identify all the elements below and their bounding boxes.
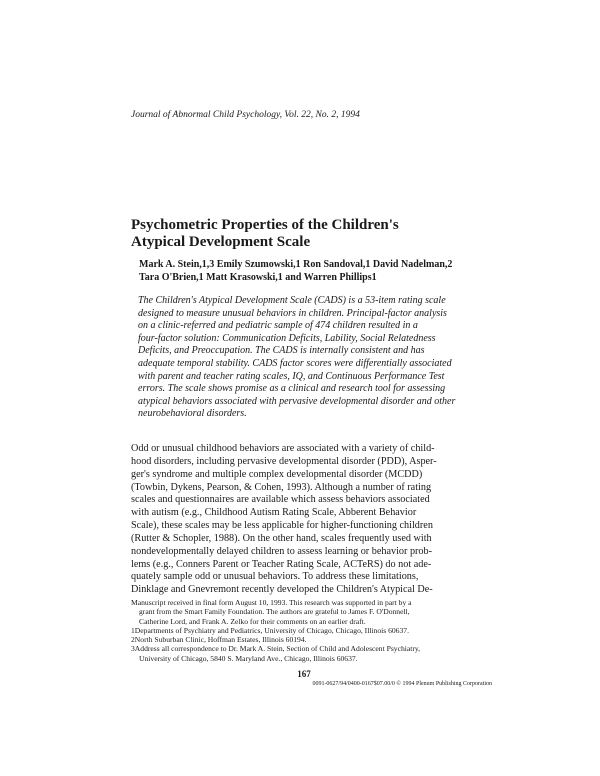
abstract-line: Deficits, and Preoccupation. The CADS is internally consistent and has: [138, 345, 425, 357]
body-line: ger's syndrome and multiple complex developmental disorder (MCDD): [131, 468, 423, 480]
footnote-line: Manuscript received in final form August 10, 1993. This research was supported in part by a: [131, 598, 412, 607]
copyright-line: 0091-0627/94/0400-0167$07.00/0 © 1994 Plenum Publishing Corporation: [312, 681, 492, 687]
body-line: Scale), these scales may be less applicable for higher-functioning children: [131, 520, 433, 532]
footnote-line: 1Departments of Psychiatry and Pediatrics, University of Chicago, Chicago, Illinois 60637.: [131, 625, 409, 635]
body-line: with autism (e.g., Childhood Autism Rating Scale, Abberent Behavior: [131, 507, 417, 519]
abstract: [138, 295, 476, 421]
author-line: Tara O'Brien,1 Matt Krasowski,1 and Warren Phillips1: [139, 272, 377, 283]
page-number: 167: [297, 669, 311, 679]
abstract-line: neurobehavioral disorders.: [138, 408, 247, 420]
body-text: [131, 443, 476, 597]
body-line: nondevelopmentally delayed children to assess learning or behavior prob-: [131, 545, 433, 557]
body-line: Odd or unusual childhood behaviors are associated with a variety of child-: [131, 443, 435, 454]
footnote-line: 2North Suburban Clinic, Hoffman Estates, Illinois 60194.: [131, 635, 307, 645]
footnotes: [131, 598, 481, 663]
abstract-line: four-factor solution: Communication Deficits, Lability, Social Relatedness: [138, 332, 436, 344]
author-list: [139, 258, 499, 284]
body-line: (Rutter & Schopler, 1988). On the other hand, scales frequently used with: [131, 532, 432, 544]
body-line: lems (e.g., Conners Parent or Teacher Rating Scale, ACTeRS) do not ade-: [131, 558, 432, 570]
abstract-line: designed to measure unusual behaviors in children. Principal-factor analysis: [138, 307, 447, 319]
footnote-line: 3Address all correspondence to Dr. Mark A. Stein, Section of Child and Adolescent Psychiatry,: [131, 644, 421, 654]
title-line: Psychometric Properties of the Children's: [131, 217, 399, 233]
footnote-line: Catherine Lord, and Frank A. Zelko for their comments on an earlier draft.: [139, 616, 366, 626]
abstract-line: adequate temporal stability. CADS factor scores were differentially associated: [138, 357, 452, 369]
body-line: Dinklage and Gnevremont recently developed the Children's Atypical De-: [131, 584, 433, 596]
body-line: (Towbin, Dykens, Pearson, & Cohen, 1993). Although a number of rating: [131, 481, 432, 493]
body-line: hood disorders, including pervasive developmental disorder (PDD), Asper-: [131, 455, 437, 467]
abstract-line: errors. The scale shows promise as a clinical and research tool for assessing: [138, 383, 446, 395]
footnote-line: University of Chicago, 5840 S. Maryland Ave., Chicago, Illinois 60637.: [139, 653, 358, 663]
journal-header: Journal of Abnormal Child Psychology, Vol. 22, No. 2, 1994: [131, 110, 360, 120]
title-line: Atypical Development Scale: [131, 234, 311, 250]
footnote-line: grant from the Smart Family Foundation. The authors are grateful to James F. O'Donnell,: [139, 607, 410, 617]
abstract-line: atypical behaviors associated with pervasive developmental disorder and other: [138, 395, 456, 407]
article-title: [131, 217, 491, 251]
abstract-line: The Children's Atypical Development Scale (CADS) is a 53-item rating scale: [138, 295, 446, 306]
abstract-line: with parent and teacher rating scales, IQ, and Continuous Performance Test: [138, 370, 445, 382]
author-line: Mark A. Stein,1,3 Emily Szumowski,1 Ron Sandoval,1 David Nadelman,2: [139, 259, 453, 270]
body-line: quately sample odd or unusual behaviors. To address these limitations,: [131, 571, 419, 583]
abstract-line: on a clinic-referred and pediatric sample of 474 children resulted in a: [138, 320, 418, 332]
body-line: scales and questionnaires are available which assess behaviors associated: [131, 494, 430, 506]
